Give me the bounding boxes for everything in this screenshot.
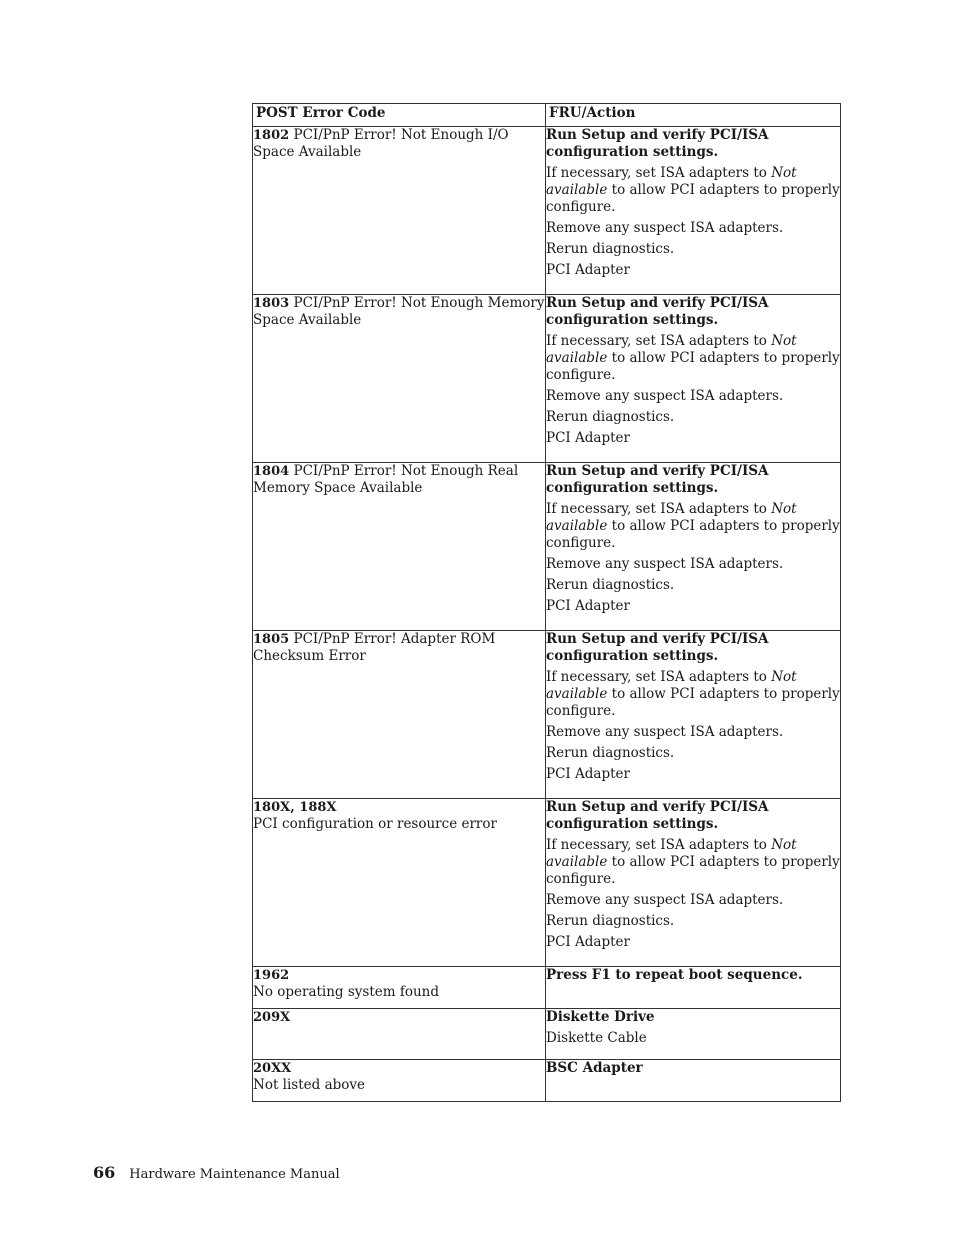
fru-action-cell xyxy=(546,127,841,295)
action-step: Remove any suspect ISA adapters. xyxy=(546,388,784,404)
fru-item: Diskette Cable xyxy=(546,1030,647,1046)
fru-action-cell xyxy=(546,295,841,463)
error-code-cell xyxy=(253,127,546,295)
action-step: Remove any suspect ISA adapters. xyxy=(546,220,784,236)
action-note: If necessary, set ISA adapters to Not available to allow PCI adapters to properly configure. xyxy=(546,333,840,383)
error-code: 209X xyxy=(253,1010,291,1025)
error-description: PCI/PnP Error! Not Enough Memory Space Available xyxy=(253,295,545,328)
action-step: Remove any suspect ISA adapters. xyxy=(546,556,784,572)
table-row xyxy=(253,967,841,1009)
page-footer xyxy=(93,1163,340,1182)
error-description: No operating system found xyxy=(253,984,440,1000)
column-header-fru-action: FRU/Action xyxy=(546,104,841,127)
fru-action-cell xyxy=(546,631,841,799)
error-code-cell xyxy=(253,1060,546,1102)
fru-action-cell xyxy=(546,799,841,967)
action-step: Rerun diagnostics. xyxy=(546,745,675,761)
error-description: PCI configuration or resource error xyxy=(253,816,497,832)
error-code: 1962 xyxy=(253,968,290,983)
error-code: 1803 xyxy=(253,296,290,311)
table-row xyxy=(253,799,841,967)
action-step: Rerun diagnostics. xyxy=(546,577,675,593)
error-code-cell xyxy=(253,631,546,799)
action-note: If necessary, set ISA adapters to Not available to allow PCI adapters to properly configure. xyxy=(546,669,840,719)
table-row xyxy=(253,1009,841,1060)
action-note: If necessary, set ISA adapters to Not available to allow PCI adapters to properly configure. xyxy=(546,837,840,887)
action-step: Rerun diagnostics. xyxy=(546,913,675,929)
action-step: Rerun diagnostics. xyxy=(546,409,675,425)
error-code: 180X, 188X xyxy=(253,800,337,815)
column-header-error-code: POST Error Code xyxy=(253,104,546,127)
page-number: 66 xyxy=(93,1163,116,1182)
fru-action-cell xyxy=(546,1009,841,1060)
error-code: 1804 xyxy=(253,464,290,479)
fru-action-cell xyxy=(546,1060,841,1102)
fru-item: PCI Adapter xyxy=(546,262,630,278)
error-code-cell xyxy=(253,799,546,967)
primary-action: Press F1 to repeat boot sequence. xyxy=(546,967,803,983)
table-row xyxy=(253,463,841,631)
primary-action: Diskette Drive xyxy=(546,1009,655,1025)
action-note: If necessary, set ISA adapters to Not available to allow PCI adapters to properly configure. xyxy=(546,165,840,215)
fru-item: PCI Adapter xyxy=(546,934,630,950)
action-step: Rerun diagnostics. xyxy=(546,241,675,257)
primary-action: Run Setup and verify PCI/ISA configuration settings. xyxy=(546,799,769,832)
error-description: PCI/PnP Error! Not Enough I/O Space Available xyxy=(253,127,509,160)
fru-item: PCI Adapter xyxy=(546,430,630,446)
error-code: 1805 xyxy=(253,632,290,647)
table-row xyxy=(253,295,841,463)
fru-item: PCI Adapter xyxy=(546,598,630,614)
action-step: Remove any suspect ISA adapters. xyxy=(546,892,784,908)
error-code-cell xyxy=(253,1009,546,1060)
table-row xyxy=(253,631,841,799)
primary-action: Run Setup and verify PCI/ISA configuration settings. xyxy=(546,127,769,160)
error-description: Not listed above xyxy=(253,1077,366,1093)
manual-title: Hardware Maintenance Manual xyxy=(129,1167,340,1182)
action-note: If necessary, set ISA adapters to Not available to allow PCI adapters to properly configure. xyxy=(546,501,840,551)
error-code-cell xyxy=(253,463,546,631)
error-code-cell xyxy=(253,967,546,1009)
fru-item: PCI Adapter xyxy=(546,766,630,782)
primary-action: Run Setup and verify PCI/ISA configuration settings. xyxy=(546,463,769,496)
table-row xyxy=(253,1060,841,1102)
primary-action: Run Setup and verify PCI/ISA configuration settings. xyxy=(546,631,769,664)
error-description: PCI/PnP Error! Not Enough Real Memory Space Available xyxy=(253,463,519,496)
primary-action: Run Setup and verify PCI/ISA configuration settings. xyxy=(546,295,769,328)
primary-action: BSC Adapter xyxy=(546,1060,643,1076)
error-description: PCI/PnP Error! Adapter ROM Checksum Error xyxy=(253,631,496,664)
post-error-table xyxy=(252,103,841,1102)
table-row xyxy=(253,127,841,295)
error-code-cell xyxy=(253,295,546,463)
fru-action-cell xyxy=(546,463,841,631)
error-code: 1802 xyxy=(253,128,290,143)
error-code: 20XX xyxy=(253,1061,292,1076)
fru-action-cell xyxy=(546,967,841,1009)
action-step: Remove any suspect ISA adapters. xyxy=(546,724,784,740)
table-header-row xyxy=(253,104,841,127)
